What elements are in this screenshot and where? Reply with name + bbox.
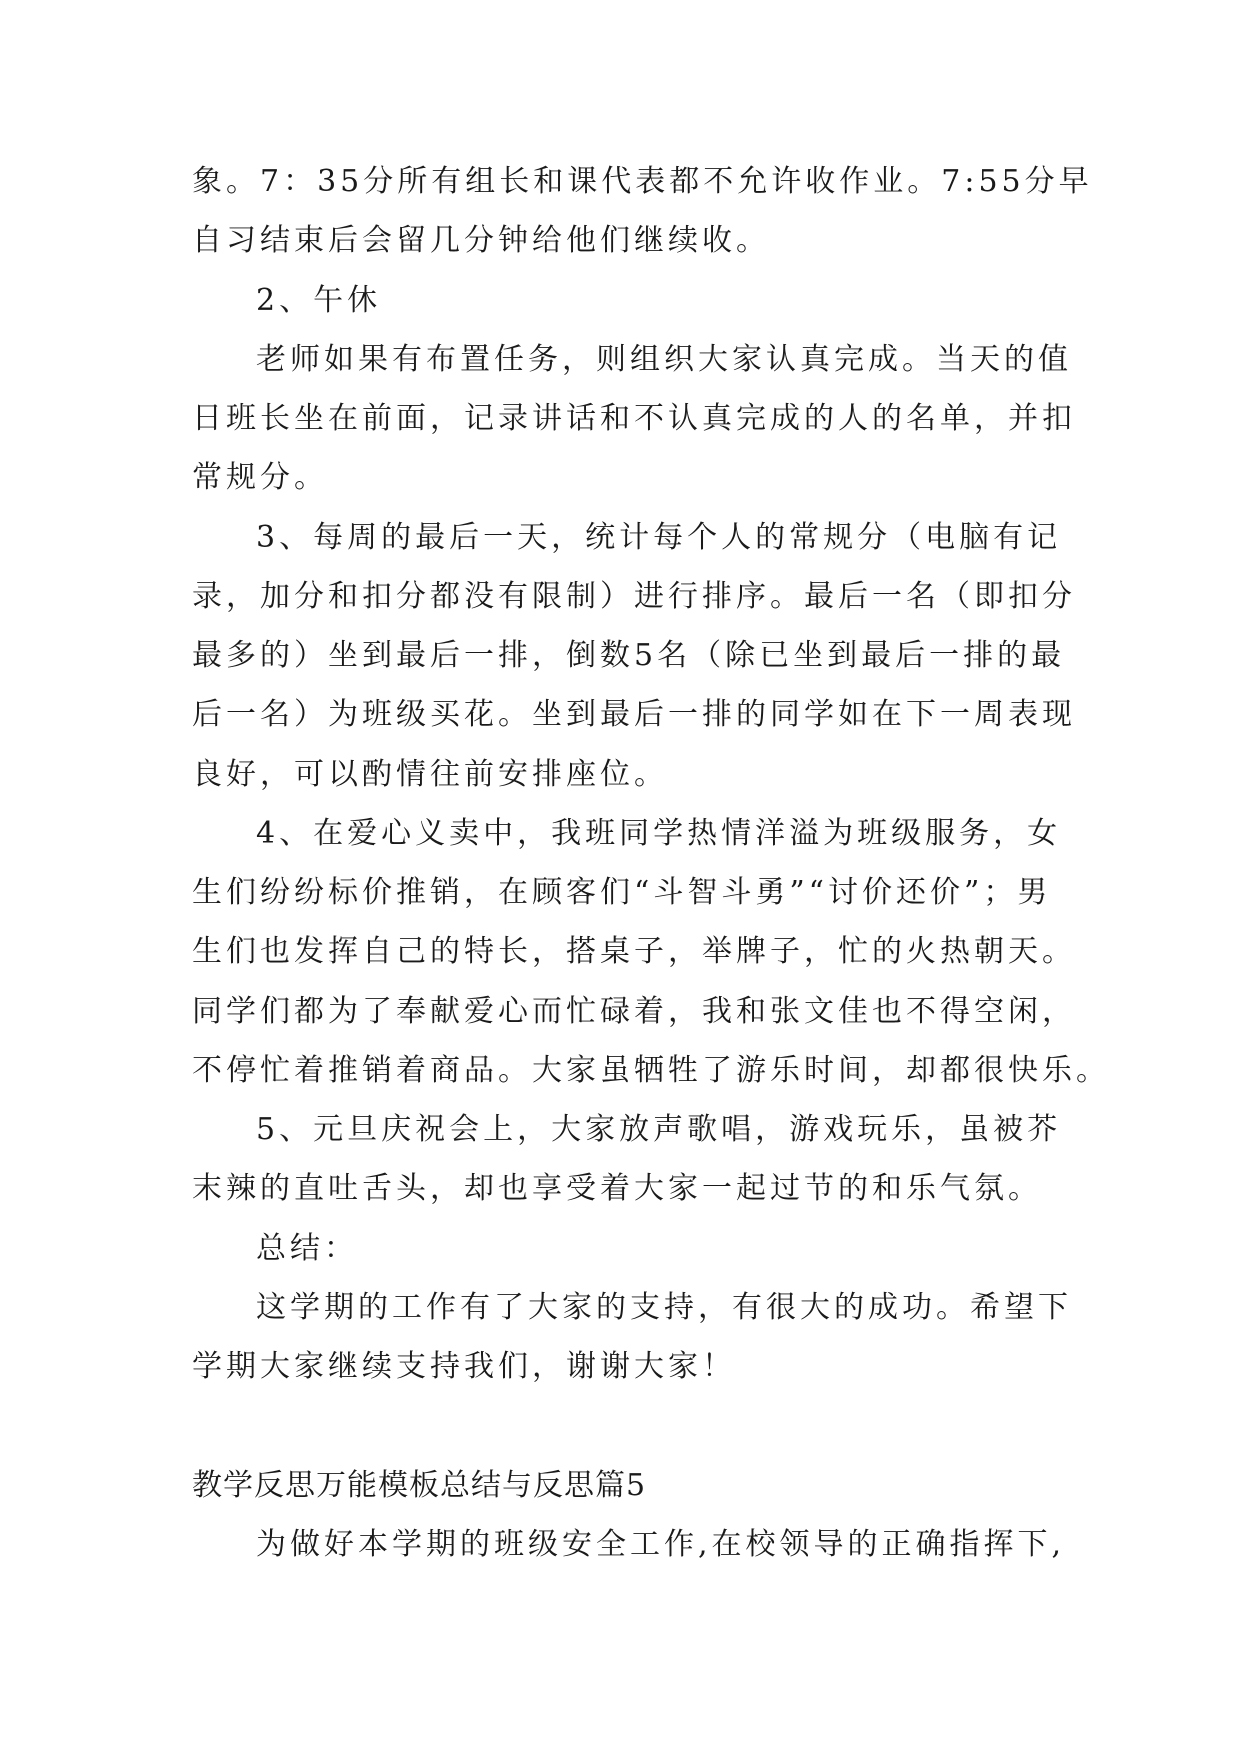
text-line: 录，加分和扣分都没有限制）进行排序。最后一名（即扣分 (192, 579, 1076, 614)
text-line: 良好，可以酌情往前安排座位。 (192, 757, 668, 792)
section-label: 2、午休 (256, 283, 382, 318)
text-line: 不停忙着推销着商品。大家虽牺牲了游乐时间，却都很快乐。 (192, 1053, 1110, 1088)
text-line: 最多的）坐到最后一排，倒数5名（除已坐到最后一排的最 (192, 638, 1066, 673)
text-line: 生们也发挥自己的特长，搭桌子，举牌子，忙的火热朝天。 (192, 934, 1076, 969)
text-line: 同学们都为了奉献爱心而忙碌着，我和张文佳也不得空闲， (192, 994, 1076, 1029)
text-line: 自习结束后会留几分钟给他们继续收。 (192, 223, 770, 258)
text-line: 常规分。 (192, 460, 328, 495)
text-line: 4、在爱心义卖中，我班同学热情洋溢为班级服务，女 (256, 816, 1062, 851)
text-line: 学期大家继续支持我们，谢谢大家！ (192, 1349, 736, 1384)
text-line: 为做好本学期的班级安全工作,在校领导的正确指挥下, (256, 1527, 1066, 1562)
text-line: 后一名）为班级买花。坐到最后一排的同学如在下一周表现 (192, 697, 1076, 732)
section-label: 总结： (256, 1231, 358, 1266)
text-line: 3、每周的最后一天，统计每个人的常规分（电脑有记 (256, 520, 1062, 555)
text-line: 老师如果有布置任务，则组织大家认真完成。当天的值 (256, 342, 1072, 377)
text-line: 末辣的直吐舌头，却也享受着大家一起过节的和乐气氛。 (192, 1171, 1042, 1206)
text-line: 象。7：35分所有组长和课代表都不允许收作业。7:55分早 (192, 164, 1093, 199)
text-line: 生们纷纷标价推销，在顾客们“斗智斗勇”“讨价还价”；男 (192, 875, 1052, 910)
text-line: 5、元旦庆祝会上，大家放声歌唱，游戏玩乐，虽被芥 (256, 1112, 1062, 1147)
text-line: 日班长坐在前面，记录讲话和不认真完成的人的名单，并扣 (192, 401, 1076, 436)
section-heading: 教学反思万能模板总结与反思篇5 (192, 1468, 647, 1503)
text-line: 这学期的工作有了大家的支持，有很大的成功。希望下 (256, 1290, 1072, 1325)
